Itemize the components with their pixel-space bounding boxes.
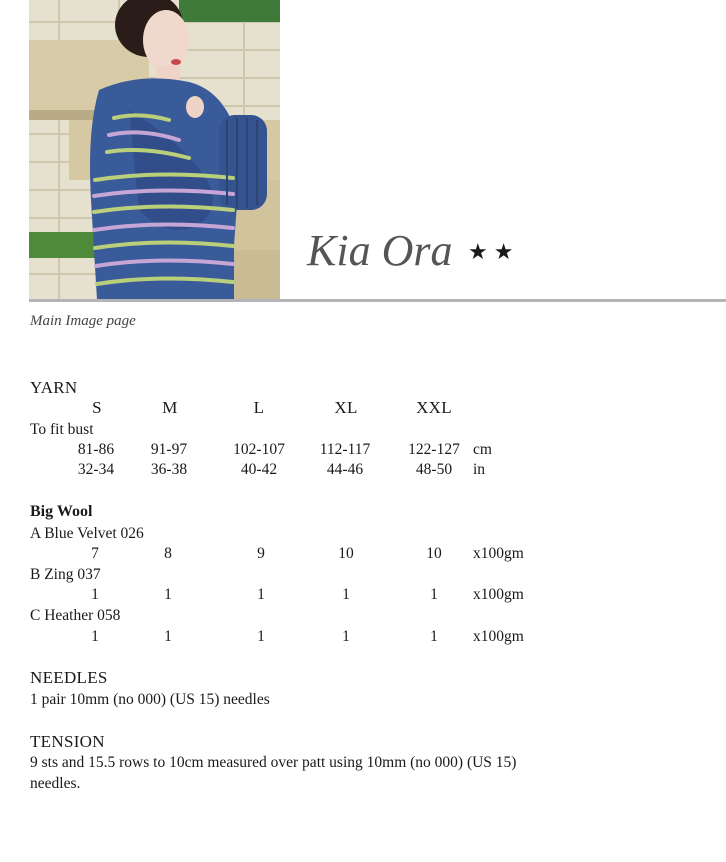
in-unit: in — [473, 461, 486, 478]
yarn-heading: YARN — [30, 378, 78, 397]
yarn-unit: x100gm — [473, 586, 524, 603]
yarn-amount: 9 — [257, 545, 265, 562]
size-header: XXL — [416, 398, 452, 417]
bust-in-value: 32-34 — [77, 461, 115, 478]
needles-text: 1 pair 10mm (no 000) (US 15) needles — [30, 691, 270, 708]
yarn-amount: 1 — [164, 628, 172, 645]
cm-unit: cm — [473, 441, 492, 458]
main-photo — [29, 0, 280, 300]
needles-heading: NEEDLES — [30, 668, 108, 687]
yarn-amount: 1 — [430, 628, 438, 645]
bust-cm-value: 102-107 — [233, 441, 285, 458]
difficulty-stars-icon: ★★ — [468, 239, 520, 264]
bust-cm-value: 81-86 — [77, 441, 115, 458]
yarn-brand: Big Wool — [30, 503, 93, 520]
size-header: L — [253, 398, 265, 417]
header-divider — [29, 299, 726, 302]
size-header: M — [162, 398, 178, 417]
bust-in-value: 40-42 — [240, 461, 278, 478]
yarn-amount: 1 — [257, 628, 265, 645]
bust-in-value: 44-46 — [326, 461, 364, 478]
yarn-amount: 1 — [164, 586, 172, 603]
yarn-amount: 1 — [342, 586, 350, 603]
tension-text: needles. — [30, 775, 81, 792]
yarn-amount: 10 — [426, 545, 442, 562]
bust-cm-value: 122-127 — [408, 441, 460, 458]
yarn-color-label: B Zing 037 — [30, 566, 101, 583]
tension-text: 9 sts and 15.5 rows to 10cm measured over patt using 10mm (no 000) (US 15) — [30, 754, 517, 771]
yarn-amount: 7 — [91, 545, 99, 562]
fit-label: To fit bust — [30, 421, 94, 438]
pattern-title: Kia Ora — [307, 226, 453, 275]
yarn-amount: 1 — [342, 628, 350, 645]
size-header: S — [92, 398, 102, 417]
yarn-amount: 1 — [430, 586, 438, 603]
yarn-unit: x100gm — [473, 628, 524, 645]
yarn-amount: 1 — [91, 586, 99, 603]
yarn-amount: 8 — [164, 545, 172, 562]
bust-in-value: 48-50 — [415, 461, 453, 478]
yarn-amount: 1 — [91, 628, 99, 645]
bust-cm-value: 112-117 — [319, 441, 371, 458]
bust-cm-value: 91-97 — [150, 441, 188, 458]
bust-in-value: 36-38 — [150, 461, 188, 478]
yarn-amount: 1 — [257, 586, 265, 603]
yarn-color-label: C Heather 058 — [30, 607, 121, 624]
yarn-color-label: A Blue Velvet 026 — [30, 525, 144, 542]
tension-heading: TENSION — [30, 732, 105, 751]
size-header: XL — [334, 398, 358, 417]
photo-caption: Main Image page — [30, 313, 136, 329]
yarn-unit: x100gm — [473, 545, 524, 562]
yarn-amount: 10 — [338, 545, 354, 562]
